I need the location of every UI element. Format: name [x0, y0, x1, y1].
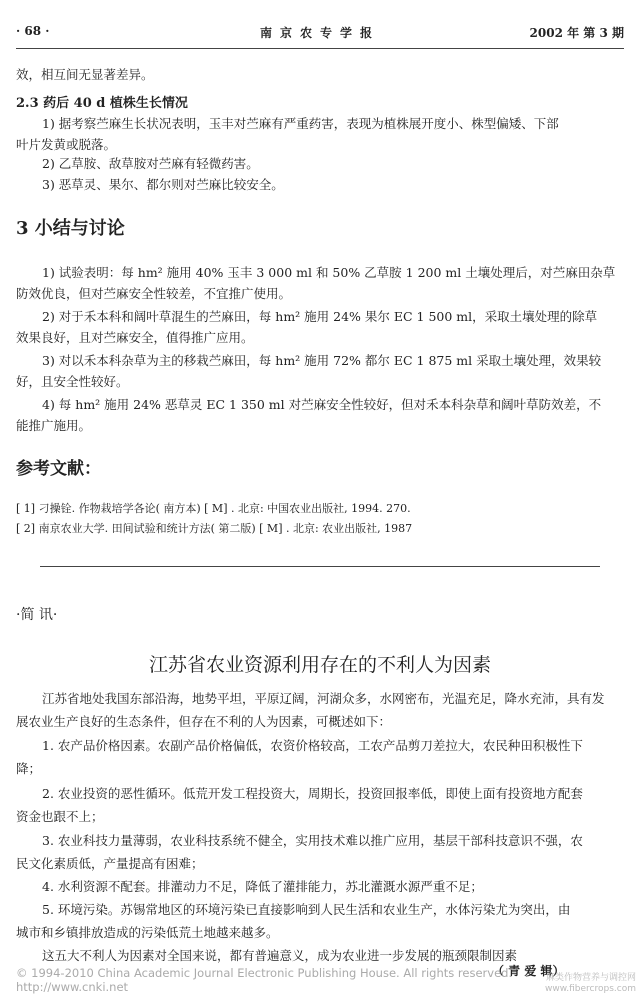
conclusion-line: 好，且安全性较好。 [16, 374, 129, 389]
journal-name: 南京农专学报 [259, 26, 380, 40]
references-heading: 参考文献： [16, 459, 101, 479]
watermark-name: 麻类作物营养与调控网 [545, 973, 636, 983]
conclusion-line: 1) 试验表明：每 hm² 施用 40% 玉丰 3 000 ml 和 50% 乙草胺 1 200 ml 土壤处理后，对苎麻田杂草 [42, 265, 616, 280]
brief-line: 3. 农业科技力量薄弱，农业科技系统不健全，实用技术难以推广应用，基层干部科技意识不强，农 [42, 833, 583, 848]
section-3-heading: 3 小结与讨论 [16, 218, 125, 239]
copyright-footer: © 1994-2010 China Academic Journal Electronic Publishing House. All rights reserved. http://www.cnki.net [16, 966, 513, 994]
issue-info: 2002 年 第 3 期 [529, 26, 624, 40]
section-2-3-heading: 2.3 药后 40 d 植株生长情况 [16, 96, 188, 111]
editor-signature: （ 青 爱 辑） [492, 964, 565, 978]
result-item-1-cont: 叶片发黄或脱落。 [16, 137, 117, 152]
result-item-2: 2) 乙草胺、敌草胺对苎麻有轻微药害。 [42, 156, 259, 171]
conclusion-line: 能推广施用。 [16, 418, 92, 433]
conclusion-line: 2) 对于禾本科和阔叶草混生的苎麻田，每 hm² 施用 24% 果尔 EC 1 500 ml，采取土壤处理的除草 [42, 309, 598, 324]
brief-title: 江苏省农业资源利用存在的不利人为因素 [148, 654, 491, 676]
conclusion-line: 防效优良，但对苎麻安全性较差，不宜推广使用。 [16, 286, 292, 301]
watermark-url: www.fibercrops.com [545, 984, 636, 994]
conclusion-line: 效果良好，且对苎麻安全，值得推广应用。 [16, 330, 254, 345]
section-divider [40, 566, 600, 567]
brief-line: 展农业生产良好的生态条件，但存在不利的人为因素，可概述如下： [16, 714, 392, 729]
reference-item: [ 2] 南京农业大学. 田间试验和统计方法( 第二版) [ M] . 北京: 农业出版社, 1987 [16, 522, 413, 535]
result-item-1: 1) 据考察苎麻生长状况表明，玉丰对苎麻有严重药害，表现为植株展开度小、株型偏矮、下部 [42, 116, 559, 131]
brief-line: 1. 农产品价格因素。农副产品价格偏低，农资价格较高，工农产品剪刀差拉大，农民种田积极性下 [42, 738, 583, 753]
result-item-3: 3) 恶草灵、果尔、都尔则对苎麻比较安全。 [42, 177, 284, 192]
brief-line: 江苏省地处我国东部沿海，地势平坦，平原辽阔，河湖众多，水网密布，光温充足，降水充沛，具有发 [42, 691, 605, 706]
section-continuation: 效，相互间无显著差异。 [16, 67, 154, 82]
brief-line: 5. 环境污染。苏锡常地区的环境污染已直接影响到人民生活和农业生产，水体污染尤为突出，由 [42, 902, 571, 917]
conclusion-line: 4) 每 hm² 施用 24% 恶草灵 EC 1 350 ml 对苎麻安全性较好，但对禾本科杂草和阔叶草防效差，不 [42, 397, 602, 412]
brief-line: 降； [16, 761, 42, 776]
header-rule [16, 48, 624, 49]
page-number: · 68 · [16, 24, 50, 38]
conclusion-line: 3) 对以禾本科杂草为主的移栽苎麻田，每 hm² 施用 72% 都尔 EC 1 875 ml 采取土壤处理，效果较 [42, 353, 602, 368]
brief-line: 4. 水利资源不配套。排灌动力不足，降低了灌排能力，苏北灌溉水源严重不足； [42, 879, 483, 894]
brief-line: 资金也跟不上； [16, 809, 104, 824]
brief-line: 2. 农业投资的恶性循环。低荒开发工程投资大，周期长，投资回报率低，即使上面有投资地方配套 [42, 786, 583, 801]
brief-line: 城市和乡镇排放造成的污染低荒土地越来越多。 [16, 925, 279, 940]
brief-line: 民文化素质低，产量提高有困难； [16, 856, 204, 871]
running-header [16, 24, 624, 44]
reference-item: [ 1] 刁操铨. 作物栽培学各论( 南方本) [ M] . 北京: 中国农业出版社, 1994. 270. [16, 502, 411, 515]
brief-label: ·简 讯· [16, 607, 58, 623]
brief-line: 这五大不利人为因素对全国来说，都有普遍意义，成为农业进一步发展的瓶颈限制因素 [42, 948, 518, 963]
